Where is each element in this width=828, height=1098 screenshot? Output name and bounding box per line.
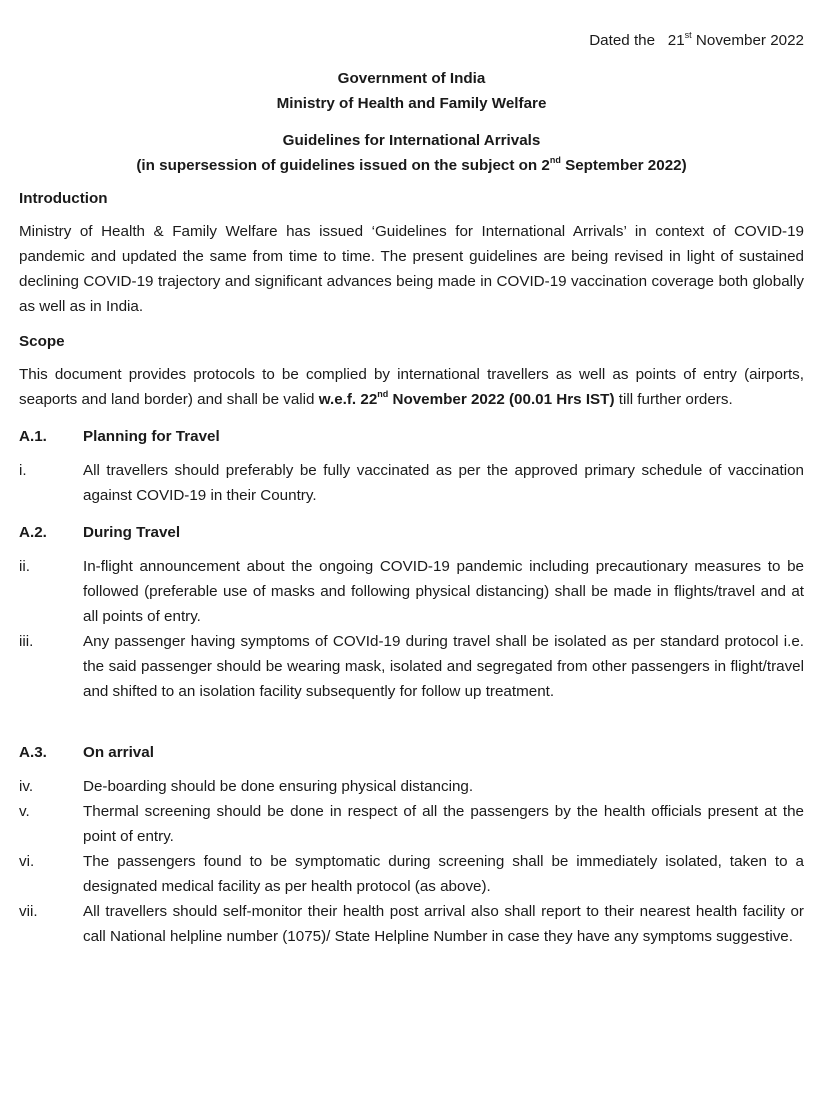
- header-government: Government of India: [337, 70, 486, 87]
- section-title: Planning for Travel: [83, 428, 220, 445]
- section-a1-heading: [19, 424, 804, 449]
- list-item-number: vi.: [19, 853, 35, 870]
- list-item-text: The passengers found to be symptomatic during screening shall be immediately isolated, taken to a designated medical facility as per health protocol (as above).: [83, 853, 804, 895]
- list-item: [19, 554, 804, 629]
- date-day-suffix: st: [684, 29, 692, 40]
- list-item-number: ii.: [19, 558, 30, 575]
- section-title: During Travel: [83, 524, 181, 541]
- date-rest: November 2022: [695, 32, 804, 49]
- scope-body: [19, 362, 804, 412]
- list-item-number: i.: [19, 462, 27, 479]
- scope-body-post: till further orders.: [614, 391, 733, 408]
- document-header: [19, 0, 804, 178]
- section-spacer: [19, 704, 804, 728]
- list-item-text: In-flight announcement about the ongoing COVID-19 pandemic including precautionary measures to be followed (preferable use of masks and following physical distancing) shall be made in flights/travel and at all points of entry.: [83, 558, 804, 625]
- list-item-text: All travellers should preferably be fully vaccinated as per the approved primary schedule of vaccination against COVID-19 in their Country.: [83, 462, 804, 504]
- list-item-text: Any passenger having symptoms of COVId-19 during travel shall be isolated as per standard protocol i.e. the said passenger should be wearing mask, isolated and segregated from other passengers in flight/travel and shifted to an isolation facility subsequently for follow up treatment.: [83, 633, 804, 700]
- section-number: A.3.: [19, 744, 47, 761]
- scope-validity-sup: nd: [377, 388, 389, 399]
- scope-body-pre: This document provides protocols to be complied by international travellers as well as points of entry (airports, seaports and land border) and shall be valid: [19, 366, 804, 408]
- header-subtitle-post: September 2022): [560, 157, 687, 174]
- list-item-number: iii.: [19, 633, 34, 650]
- date-prefix: Dated the: [589, 32, 656, 49]
- list-item: [19, 799, 804, 849]
- list-item: [19, 899, 804, 949]
- scope-heading: Scope: [19, 333, 65, 350]
- list-item-number: vii.: [19, 903, 38, 920]
- header-ministry: Ministry of Health and Family Welfare: [276, 95, 547, 112]
- intro-heading: Introduction: [19, 190, 108, 207]
- section-a3-heading: [19, 740, 804, 765]
- list-item-text: De-boarding should be done ensuring physical distancing.: [83, 778, 474, 795]
- list-item: [19, 458, 804, 508]
- list-item-text: All travellers should self-monitor their health post arrival also shall report to their nearest health facility or call National helpline number (1075)/ State Helpline Number in case they have any symptoms suggestive.: [83, 903, 804, 945]
- header-subtitle-pre: (in supersession of guidelines issued on the subject on 2: [136, 157, 550, 174]
- list-item: [19, 849, 804, 899]
- list-item-text: Thermal screening should be done in respect of all the passengers by the health officials present at the point of entry.: [83, 803, 804, 845]
- scope-validity-pre: w.e.f. 22: [318, 391, 378, 408]
- section-a2-heading: [19, 520, 804, 545]
- intro-body: Ministry of Health & Family Welfare has issued ‘Guidelines for International Arrivals’ in context of COVID-19 pandemic and updated the same from time to time. The present guidelines are being revised in light of sustained declining COVID-19 trajectory and significant advances being made in COVID-19 vaccination coverage both globally as well as in India.: [19, 223, 804, 315]
- list-item-number: v.: [19, 803, 30, 820]
- scope-validity-post: November 2022 (00.01 Hrs IST): [388, 391, 615, 408]
- list-item-number: iv.: [19, 778, 34, 795]
- header-subtitle-sup: nd: [549, 154, 561, 165]
- list-item: [19, 629, 804, 704]
- section-number: A.2.: [19, 524, 47, 541]
- list-item: [19, 774, 804, 799]
- header-title: Guidelines for International Arrivals: [282, 132, 541, 149]
- date-line: [589, 28, 804, 53]
- header-subtitle: [19, 153, 804, 178]
- date-day: 21: [667, 32, 685, 49]
- section-title: On arrival: [83, 744, 154, 761]
- section-number: A.1.: [19, 428, 47, 445]
